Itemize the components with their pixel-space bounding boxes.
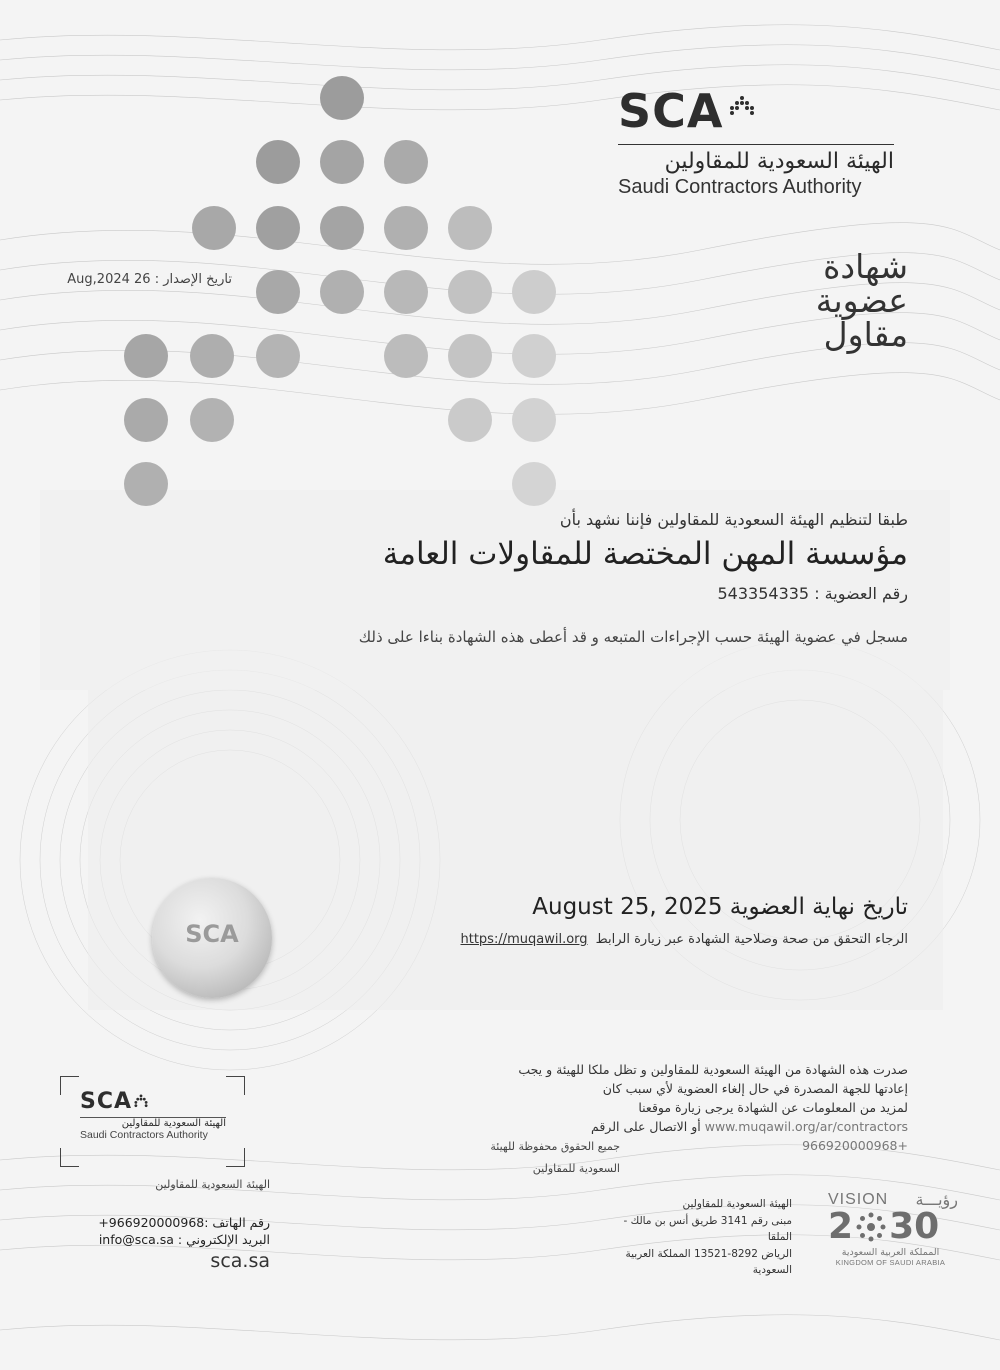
pattern-dot	[256, 140, 300, 184]
pattern-dot	[512, 270, 556, 314]
address-line-2: مبنى رقم 3141 طريق أنس بن مالك -	[623, 1214, 792, 1227]
verify-link[interactable]: https://muqawil.org	[460, 932, 588, 947]
footer-website[interactable]: sca.sa	[210, 1250, 270, 1272]
seal-text: SCA	[185, 920, 239, 948]
pattern-dot	[384, 140, 428, 184]
verify-line	[348, 932, 908, 947]
footer-address	[612, 1196, 792, 1279]
note-line-3: لمزيد من المعلومات عن الشهادة يرجى زيارة موقعنا	[638, 1100, 908, 1115]
vision-year-left: 2	[828, 1206, 854, 1247]
verify-text: الرجاء التحقق من صحة وصلاحية الشهادة عبر زيارة الرابط	[595, 932, 908, 947]
pattern-dot	[124, 462, 168, 506]
rights-reserved	[470, 1136, 620, 1180]
pattern-dot	[190, 398, 234, 442]
vision-en: VISION	[828, 1190, 889, 1208]
footer-logo-text: SCA	[80, 1089, 133, 1114]
logo-text: SCA	[618, 84, 724, 138]
note-line-2: إعادتها للجهة المصدرة في حال إلغاء العضوية لأي سبب كان	[602, 1081, 908, 1096]
logo-english-name: Saudi Contractors Authority	[618, 176, 862, 198]
note-phone: +966920000968	[802, 1138, 908, 1153]
rights-line-1: جميع الحقوق محفوظة للهيئة	[490, 1140, 620, 1153]
frame-corner	[226, 1148, 245, 1167]
frame-corner	[60, 1148, 79, 1167]
pattern-dot	[256, 206, 300, 250]
pattern-dot	[256, 334, 300, 378]
pattern-dot	[512, 462, 556, 506]
pattern-dot	[124, 334, 168, 378]
pattern-dot	[448, 334, 492, 378]
footer-logo-dots-icon	[134, 1094, 148, 1108]
pattern-dot	[320, 270, 364, 314]
title-line-2: عضوية	[815, 281, 908, 320]
pattern-dot	[384, 270, 428, 314]
vision-2030-logo	[828, 1190, 958, 1267]
address-line-1: الهيئة السعودية للمقاولين	[682, 1198, 792, 1210]
pattern-dot	[384, 334, 428, 378]
address-line-5: السعودية	[752, 1264, 792, 1276]
pattern-dot	[448, 398, 492, 442]
vision-emblem-icon	[854, 1210, 888, 1244]
pattern-dot	[190, 334, 234, 378]
footer-logo-ar: الهيئة السعودية للمقاولين	[121, 1118, 226, 1129]
address-line-3: الملقا	[767, 1231, 792, 1243]
pattern-dot	[320, 76, 364, 120]
footer-email[interactable]: البريد الإلكتروني : info@sca.sa	[98, 1232, 270, 1247]
pattern-dot	[192, 206, 236, 250]
footer-phone: رقم الهاتف :966920000968+	[98, 1215, 270, 1230]
address-line-4: الرياض 8292-13521 المملكة العربية	[625, 1247, 792, 1260]
pattern-dot	[256, 270, 300, 314]
footer-contact	[60, 1214, 270, 1248]
note-url[interactable]: www.muqawil.org/ar/contractors	[704, 1119, 908, 1134]
footer-org-name: الهيئة السعودية للمقاولين	[155, 1178, 270, 1191]
pattern-dot	[448, 270, 492, 314]
pattern-dot	[512, 334, 556, 378]
frame-corner	[60, 1076, 79, 1095]
title-line-3: مقاول	[823, 315, 908, 354]
issue-date: تاريخ الإصدار : 26 Aug,2024	[67, 272, 232, 287]
footer-logo-en: Saudi Contractors Authority	[80, 1129, 208, 1141]
vision-kingdom-ar: المملكة العربية السعودية	[841, 1247, 940, 1258]
title-line-1: شهادة	[823, 247, 908, 286]
vision-ar: رؤيـــة	[915, 1190, 958, 1209]
pattern-dot	[384, 206, 428, 250]
rights-line-2: السعودية للمقاولين	[532, 1162, 620, 1175]
note-line-1: صدرت هذه الشهادة من الهيئة السعودية للمقاولين و تظل ملكا للهيئة و يجب	[518, 1062, 908, 1077]
membership-number: رقم العضوية : 543354335	[717, 584, 908, 603]
vision-year-right: 30	[889, 1206, 940, 1247]
pattern-dot	[512, 398, 556, 442]
sca-seal	[152, 878, 272, 998]
expiry-date: تاريخ نهاية العضوية August 25, 2025	[532, 894, 908, 920]
intro-text: طبقا لتنظيم الهيئة السعودية للمقاولين فإننا نشهد بأن	[559, 510, 908, 529]
certificate-title	[708, 247, 908, 354]
pattern-dot	[124, 398, 168, 442]
logo-dots-icon	[727, 94, 757, 124]
footer-logo	[80, 1090, 230, 1141]
vision-kingdom-en: KINGDOM OF SAUDI ARABIA	[835, 1258, 946, 1267]
logo-arabic-name: الهيئة السعودية للمقاولين	[664, 149, 894, 174]
pattern-dot	[320, 206, 364, 250]
statement-text: مسجل في عضوية الهيئة حسب الإجراءات المتبعه و قد أعطى هذه الشهادة بناءا على ذلك	[358, 628, 908, 646]
pattern-dot	[448, 206, 492, 250]
header-logo	[618, 86, 908, 199]
pattern-dot	[320, 140, 364, 184]
note-contact-text: أو الاتصال على الرقم	[591, 1119, 701, 1134]
company-name: مؤسسة المهن المختصة للمقاولات العامة	[382, 536, 908, 572]
